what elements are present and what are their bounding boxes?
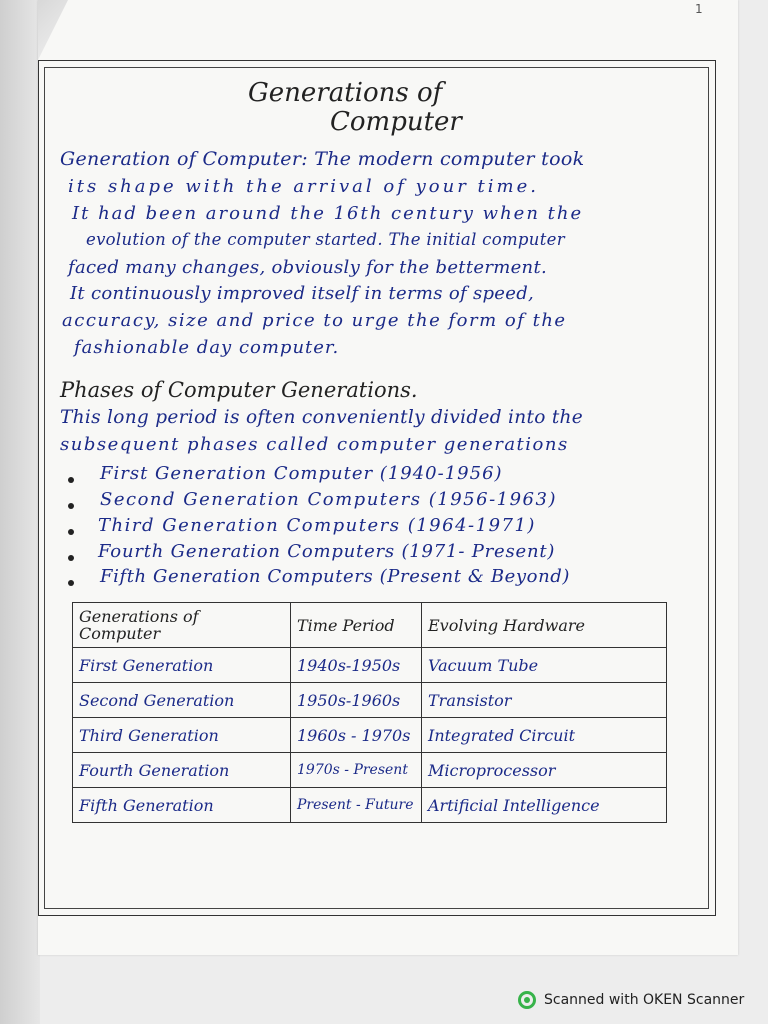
generations-table [72,602,667,823]
title-line-2: Computer [330,107,462,137]
cell-period: Present - Future [291,788,422,823]
cell-hardware: Vacuum Tube [422,648,667,683]
title-line-1: Generations of [248,78,443,108]
cell-generation: First Generation [73,648,291,683]
cell-period: 1970s - Present [291,753,422,788]
intro-line: faced many changes, obviously for the betterment. [68,257,547,278]
cell-generation: Fourth Generation [73,753,291,788]
bullet-item: Fourth Generation Computers (1971- Present) [98,541,556,562]
bullet-dot [68,529,74,535]
table-row [73,683,667,718]
phases-heading: Phases of Computer Generations. [60,378,418,402]
cell-period: 1940s-1950s [291,648,422,683]
bullet-dot [68,503,74,509]
intro-line: evolution of the computer started. The initial computer [86,230,565,249]
cell-hardware: Transistor [422,683,667,718]
scanner-watermark [518,988,744,1012]
table-row [73,648,667,683]
scanner-watermark-text: Scanned with OKEN Scanner [544,992,745,1008]
intro-line: accuracy, size and price to urge the form of the [62,310,567,331]
bullet-item: Fifth Generation Computers (Present & Beyond) [100,566,571,587]
bullet-dot [68,580,74,586]
intro-line: It had been around the 16th century when the [72,203,584,224]
intro-line: its shape with the arrival of your time. [68,176,539,197]
phases-line: This long period is often conveniently divided into the [60,407,584,428]
table-row [73,788,667,823]
cell-period: 1960s - 1970s [291,718,422,753]
table-header-row [73,603,667,648]
cell-hardware: Microprocessor [422,753,667,788]
header-time-period: Time Period [291,603,422,648]
header-evolving-hardware: Evolving Hardware [422,603,667,648]
bullet-item: Third Generation Computers (1964-1971) [98,515,536,536]
header-generations: Generations of Computer [73,603,291,648]
intro-line: Generation of Computer: The modern computer took [60,148,585,170]
cell-hardware: Integrated Circuit [422,718,667,753]
cell-generation: Second Generation [73,683,291,718]
page-number: 1 [695,2,703,16]
table-row [73,753,667,788]
intro-line: It continuously improved itself in terms of speed, [70,283,535,304]
cell-generation: Fifth Generation [73,788,291,823]
bullet-item: First Generation Computer (1940-1956) [100,463,503,484]
okn-logo-icon [518,991,536,1009]
table-row [73,718,667,753]
cell-generation: Third Generation [73,718,291,753]
bullet-dot [68,555,74,561]
cell-period: 1950s-1960s [291,683,422,718]
bullet-item: Second Generation Computers (1956-1963) [100,489,557,510]
scan-shadow [0,0,40,1024]
intro-line: fashionable day computer. [74,337,340,358]
bullet-dot [68,477,74,483]
cell-hardware: Artificial Intelligence [422,788,667,823]
phases-line: subsequent phases called computer generations [60,434,569,455]
